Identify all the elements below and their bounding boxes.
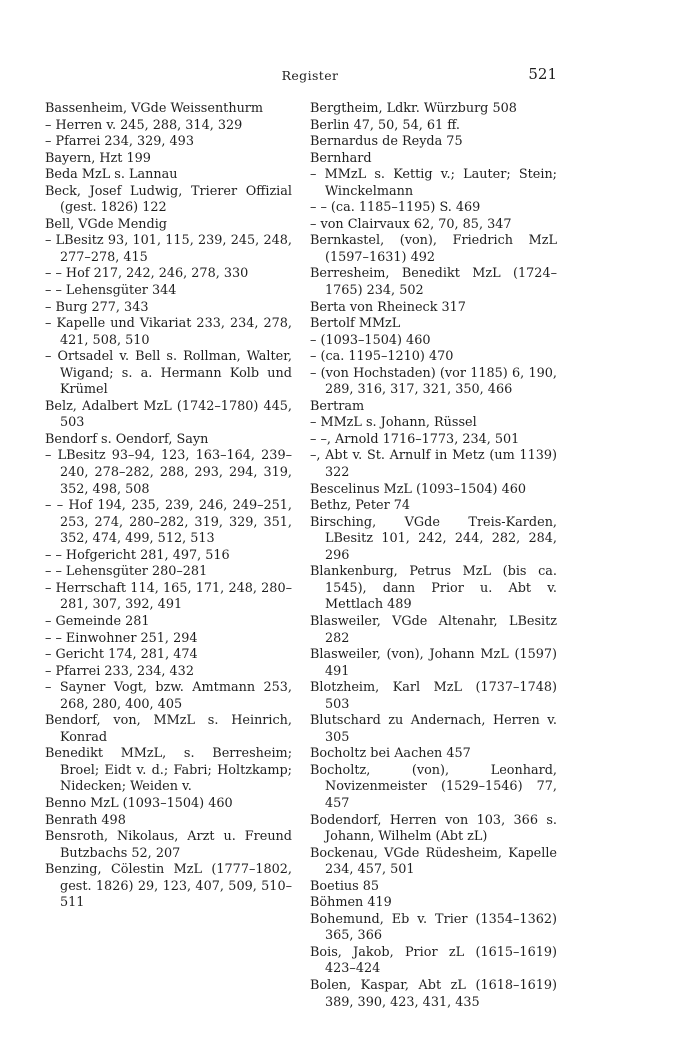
index-entry: – (1093–1504) 460 [310, 332, 431, 348]
index-entry: Beck, Josef Ludwig, Trierer Offizial (gest. 1826) 122 [45, 183, 292, 216]
index-entry: Blotzheim, Karl MzL (1737–1748) 503 [310, 680, 557, 712]
index-entry: – MMzL s. Kettig v.; Lauter; Stein; Winckelmann [310, 167, 557, 199]
index-entry: Böhmen 419 [310, 895, 392, 911]
index-entry: Benno MzL (1093–1504) 460 [45, 795, 233, 811]
index-entry: – Ortsadel v. Bell s. Rollman, Walter, Wigand; s. a. Hermann Kolb und Krümel [45, 349, 292, 398]
index-entry: Beda MzL s. Lannau [45, 167, 178, 183]
index-entry: Bernkastel, (von), Friedrich MzL (1597–1631) 492 [310, 233, 557, 265]
index-entry: Bohemund, Eb v. Trier (1354–1362) 365, 366 [310, 911, 557, 944]
index-entry: – LBesitz 93, 101, 115, 239, 245, 248, 277–278, 415 [45, 233, 292, 265]
index-entry: – (von Hochstaden) (vor 1185) 6, 190, 289, 316, 317, 321, 350, 466 [310, 365, 557, 398]
index-entry: Bendorf, von, MMzL s. Heinrich, Konrad [45, 713, 292, 745]
index-entry: – Herren v. 245, 288, 314, 329 [45, 117, 243, 133]
index-entry: – – Hof 194, 235, 239, 246, 249–251, 253, 274, 280–282, 319, 329, 351, 352, 474, 499, 512, 513 [45, 498, 292, 547]
index-entry: Berresheim, Benedikt MzL (1724–1765) 234, 502 [310, 266, 557, 299]
index-entry: Benzing, Cölestin MzL (1777–1802, gest. 1826) 29, 123, 407, 509, 510–511 [45, 862, 292, 911]
index-entry: – Herrschaft 114, 165, 171, 248, 280–281, 307, 392, 491 [45, 580, 292, 613]
index-entry: Bernardus de Reyda 75 [310, 134, 463, 150]
index-entry: – – Lehensgüter 344 [45, 283, 177, 299]
index-entry: – Sayner Vogt, bzw. Amtmann 253, 268, 280, 400, 405 [45, 680, 292, 712]
index-entry: –, Abt v. St. Arnulf in Metz (um 1139) 322 [310, 448, 557, 481]
index-entry: Birsching, VGde Treis-Karden, LBesitz 101, 242, 244, 282, 284, 296 [310, 514, 557, 563]
index-entry: – –, Arnold 1716–1773, 234, 501 [310, 431, 520, 447]
index-entry: Bois, Jakob, Prior zL (1615–1619) 423–424 [310, 944, 557, 977]
running-title: Register [281, 68, 339, 83]
index-entry: Benedikt MMzL, s. Berresheim; Broel; Eidt v. d.; Fabri; Holtzkamp; Nidecken; Weiden v. [45, 746, 292, 795]
index-entry: – Pfarrei 233, 234, 432 [45, 663, 194, 679]
index-entry: Boetius 85 [310, 878, 380, 894]
page-number: 521 [528, 65, 557, 83]
running-head [0, 65, 700, 88]
index-entry: – – Hof 217, 242, 246, 278, 330 [45, 266, 249, 282]
index-entry: Bockenau, VGde Rüdesheim, Kapelle 234, 457, 501 [310, 845, 557, 878]
index-entry: Blasweiler, VGde Altenahr, LBesitz 282 [310, 613, 557, 646]
index-entry: Berta von Rheineck 317 [310, 299, 466, 315]
index-entry: Blankenburg, Petrus MzL (bis ca. 1545), dann Prior u. Abt v. Mettlach 489 [310, 564, 557, 613]
index-entry: Blasweiler, (von), Johann MzL (1597) 491 [310, 647, 557, 679]
index-entry: Bendorf s. Oendorf, Sayn [45, 431, 209, 447]
index-entry: – von Clairvaux 62, 70, 85, 347 [310, 216, 512, 232]
index-entry: Belz, Adalbert MzL (1742–1780) 445, 503 [45, 398, 292, 431]
index-entry: – – Einwohner 251, 294 [45, 630, 198, 646]
index-entry: – Burg 277, 343 [45, 299, 149, 315]
index-entry: – Gemeinde 281 [45, 613, 150, 629]
index-entry: – Pfarrei 234, 329, 493 [45, 134, 194, 150]
index-entry: Bolen, Kaspar, Abt zL (1618–1619) 389, 390, 423, 431, 435 [310, 977, 557, 1010]
index-entry: Berlin 47, 50, 54, 61 ff. [310, 117, 460, 133]
index-entry: – – (ca. 1185–1195) S. 469 [310, 200, 481, 216]
index-entry: – Kapelle und Vikariat 233, 234, 278, 421, 508, 510 [45, 316, 292, 348]
index-entry: – (ca. 1195–1210) 470 [310, 349, 454, 365]
index-entry: – – Hofgericht 281, 497, 516 [45, 547, 230, 563]
index-entry: Blutschard zu Andernach, Herren v. 305 [310, 713, 557, 745]
index-column-right [310, 101, 557, 1011]
index-entry: Bocholtz bei Aachen 457 [310, 746, 471, 762]
index-column-left [45, 101, 292, 912]
index-entry: – LBesitz 93–94, 123, 163–164, 239–240, 278–282, 288, 293, 294, 319, 352, 498, 508 [45, 448, 292, 497]
index-entry: Bassenheim, VGde Weissenthurm [45, 101, 264, 116]
index-entry: Bertolf MMzL [310, 316, 401, 332]
index-entry: Bethz, Peter 74 [310, 498, 411, 514]
index-entry: Bertram [310, 398, 365, 414]
index-entry: Bayern, Hzt 199 [45, 150, 151, 166]
index-entry: Bensroth, Nikolaus, Arzt u. Freund Butzbachs 52, 207 [45, 829, 292, 861]
index-entry: Bescelinus MzL (1093–1504) 460 [310, 481, 527, 497]
index-entry: – MMzL s. Johann, Rüssel [310, 415, 477, 431]
index-entry: Benrath 498 [45, 812, 126, 828]
index-entry: Bergtheim, Ldkr. Würzburg 508 [310, 101, 517, 116]
index-entry: – – Lehensgüter 280–281 [45, 564, 208, 580]
index-entry: Bell, VGde Mendig [45, 216, 167, 232]
index-entry: Bocholtz, (von), Leonhard, Novizenmeister (1529–1546) 77, 457 [310, 762, 557, 811]
index-entry: – Gericht 174, 281, 474 [45, 647, 198, 663]
index-entry: Bernhard [310, 150, 372, 166]
index-entry: Bodendorf, Herren von 103, 366 s. Johann, Wilhelm (Abt zL) [310, 812, 557, 845]
